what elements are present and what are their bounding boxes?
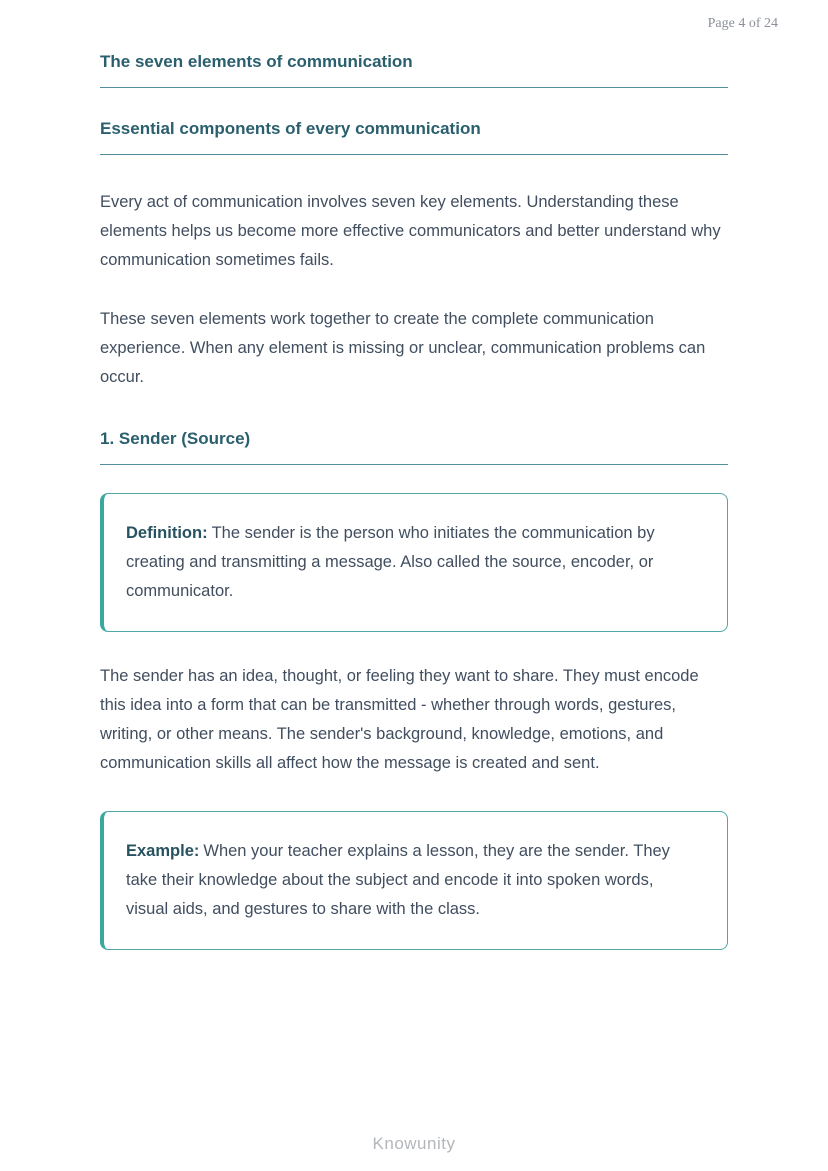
page-number-indicator: Page 4 of 24 xyxy=(707,16,778,31)
document-title: The seven elements of communication xyxy=(100,52,728,88)
sender-body-paragraph: The sender has an idea, thought, or feeling they want to share. They must encode this idea into a form that can be transmitted - whether through words, gestures, writing, or other means. The sender's background, knowledge, emotions, and communication skills all affect how the message is created and sent. xyxy=(100,667,699,772)
intro-paragraph-1: Every act of communication involves seven key elements. Understanding these elements helps us become more effective communicators and better understand why communication sometimes fails. xyxy=(100,193,721,269)
section-heading-sender: 1. Sender (Source) xyxy=(100,429,728,465)
document-subtitle: Essential components of every communication xyxy=(100,119,728,155)
intro-paragraph-2: These seven elements work together to create the complete communication experience. When any element is missing or unclear, communication problems can occur. xyxy=(100,310,706,386)
example-text xyxy=(126,837,697,924)
definition-body: The sender is the person who initiates the communication by creating and transmitting a message. Also called the source, encoder, or communicator. xyxy=(126,524,655,600)
footer-brand-logo: Knowunity xyxy=(372,1134,456,1153)
example-callout-box xyxy=(100,811,728,950)
example-body: When your teacher explains a lesson, they are the sender. They take their knowledge about the subject and encode it into spoken words, visual aids, and gestures to share with the class. xyxy=(126,842,670,918)
definition-label: Definition: xyxy=(126,524,208,542)
document-content xyxy=(100,0,728,950)
example-label: Example: xyxy=(126,842,200,860)
definition-callout-box xyxy=(100,493,728,632)
definition-text xyxy=(126,519,697,606)
